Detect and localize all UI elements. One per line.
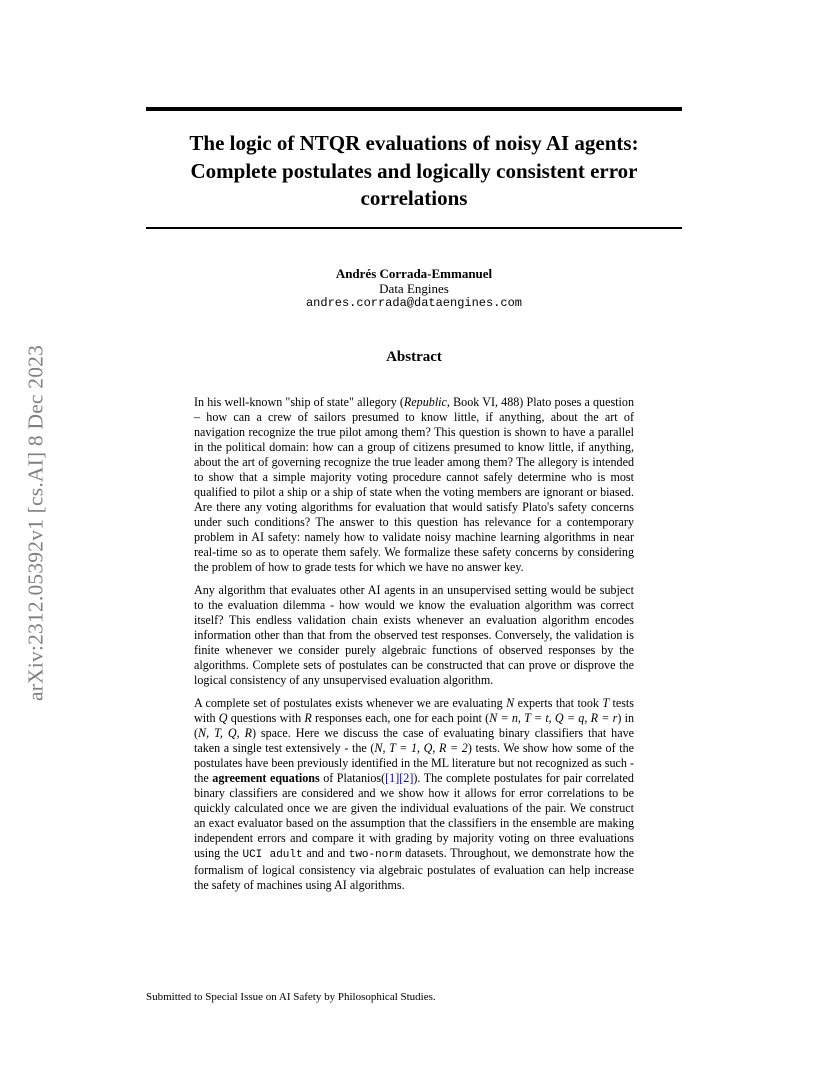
abstract-body — [194, 395, 634, 901]
math-var-N: N — [506, 696, 515, 710]
abstract-heading: Abstract — [386, 349, 442, 365]
abstract-paragraph-3 — [194, 696, 634, 893]
title-line-2: Complete postulates and logically consistent error — [190, 158, 638, 183]
arxiv-id-text: arXiv:2312.05392v1 [cs.AI] 8 Dec 2023 — [23, 344, 48, 702]
title-line-3: correlations — [360, 186, 468, 210]
paper-title — [146, 130, 682, 213]
citation-link-1[interactable]: [1] — [385, 771, 400, 785]
p3-text-11: and and — [302, 846, 349, 860]
math-space: N, T, Q, R — [198, 726, 252, 740]
p3-text-3: tests with — [194, 696, 634, 725]
math-var-R: R — [304, 711, 312, 725]
author-email: andres.corrada@dataengines.com — [305, 296, 523, 310]
p3-text-5: responses each, one for each point ( — [311, 711, 490, 725]
title-bottom-rule — [146, 227, 682, 229]
p3-text-12: datasets. Throughout, we demonstrate how the formalism of logical consistency via algebraic postulates of evaluation can help increase the safety of machines using AI algorithms. — [194, 846, 634, 892]
title-top-rule — [146, 107, 682, 111]
math-tuple: N, T = 1, Q, R = 2 — [374, 741, 468, 755]
submission-footnote: Submitted to Special Issue on AI Safety by Philosophical Studies. — [146, 991, 436, 1003]
author-block — [146, 266, 682, 311]
dataset-two-norm: two-norm — [348, 849, 402, 861]
p3-text-9: of Platanios( — [319, 771, 386, 785]
agreement-equations-bold: agreement equations — [212, 771, 320, 785]
p3-text-10: ). The complete postulates for pair correlated binary classifiers are considered and we show how it allows for error correlations to be quickly calculated once we are given the individual evaluations of the pair. We construct an exact evaluator based on the assumption that the classifiers in the ensemble are making independent errors and compare it with grading by majority voting on three evaluations using the — [194, 771, 634, 860]
math-point: N = n, T = t, Q = q, R = r — [489, 711, 618, 725]
p3-text-8: ) tests. We show how some of the postulates have been previously identified in the ML literature but not recognized as such - the — [194, 741, 634, 785]
title-line-1: The logic of NTQR evaluations of noisy AI agents: — [189, 131, 639, 155]
p3-text-4: questions with — [227, 711, 305, 725]
math-var-Q: Q — [218, 711, 228, 725]
dataset-uci-adult: UCI adult — [242, 849, 303, 861]
p3-text-2: experts that took — [514, 696, 603, 710]
author-name: Andrés Corrada-Emmanuel — [335, 266, 493, 281]
p3-text-1: A complete set of postulates exists whenever we are evaluating — [194, 696, 507, 710]
p1-italic-republic: Republic — [403, 395, 447, 409]
p1-text-b: , Book VI, 488) Plato poses a question – how can a crew of sailors presumed to know little, if anything, about the art of navigation recognize the true pilot among them? This question is shown to have a parallel in the political domain: how can a group of citizens presumed to know little, if anything, about the art of governing recognize the true leader among them? The allegory is intended to show that a simple majority voting procedure cannot safely determine who is most qualified to pilot a ship or a ship of state when the voting members are ignorant or biased. Are there any voting algorithms for evaluation that would satisfy Plato's safety concerns under such conditions? The answer to this question has relevance for a contemporary problem in AI safety: namely how to validate noisy machine learning algorithms in near real-time so as to operate them safely. We formalize these safety concerns by considering the problem of how to grade tests for which we have no answer key. — [194, 395, 634, 574]
arxiv-identifier-stamp — [20, 298, 52, 748]
abstract-paragraph-1 — [194, 395, 634, 575]
author-affiliation: Data Engines — [379, 281, 449, 296]
citation-link-2[interactable]: [2] — [399, 771, 414, 785]
math-var-T: T — [602, 696, 610, 710]
abstract-paragraph-2: Any algorithm that evaluates other AI agents in an unsupervised setting would be subject to the evaluation dilemma - how would we know the evaluation algorithm was correct itself? This endless validation chain exists whenever an evaluation algorithm encodes information other than that from the observed test responses. Conversely, the validation is finite whenever we consider purely algebraic functions of observed responses by the algorithms. Complete sets of postulates can be constructed that can prove or disprove the logical consistency of any unsupervised evaluation algorithm. — [194, 583, 634, 687]
p3-text-6: ) in ( — [194, 711, 634, 740]
p3-text-7: ) space. Here we discuss the case of evaluating binary classifiers that have taken a single test extensively - the ( — [194, 726, 634, 755]
p1-text-a: In his well-known "ship of state" allegory ( — [194, 395, 404, 409]
